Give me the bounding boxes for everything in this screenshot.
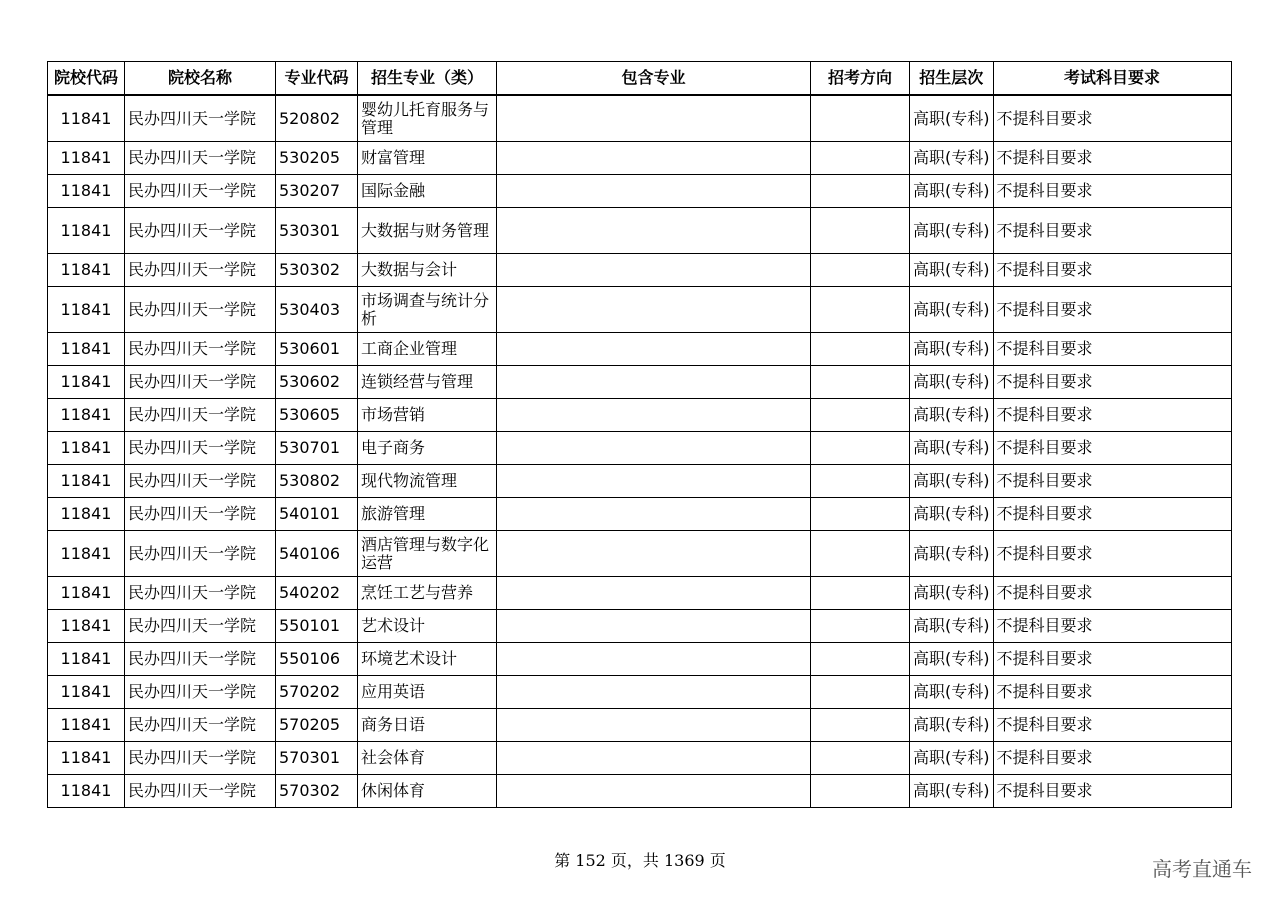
included-majors-cell [497,399,811,432]
major-cell: 艺术设计 [358,610,497,643]
school-name-cell: 民办四川天一学院 [125,709,276,742]
major-cell: 旅游管理 [358,498,497,531]
direction-cell [811,498,910,531]
requirement-cell: 不提科目要求 [993,577,1231,610]
major-code-cell: 520802 [276,95,358,142]
level-cell: 高职(专科) [910,432,994,465]
school-code-cell: 11841 [48,676,125,709]
major-cell: 大数据与财务管理 [358,208,497,254]
table-row [48,610,1232,643]
major-cell: 电子商务 [358,432,497,465]
major-cell: 连锁经营与管理 [358,366,497,399]
included-majors-cell [497,775,811,808]
level-cell: 高职(专科) [910,709,994,742]
school-code-cell: 11841 [48,709,125,742]
included-majors-cell [497,577,811,610]
major-cell: 应用英语 [358,676,497,709]
requirement-cell: 不提科目要求 [993,465,1231,498]
level-cell: 高职(专科) [910,287,994,333]
table-row [48,208,1232,254]
school-code-cell: 11841 [48,208,125,254]
table-row [48,95,1232,142]
requirement-cell: 不提科目要求 [993,254,1231,287]
table-row [48,498,1232,531]
major-cell: 市场营销 [358,399,497,432]
school-name-cell: 民办四川天一学院 [125,254,276,287]
direction-cell [811,676,910,709]
major-code-cell: 530802 [276,465,358,498]
included-majors-cell [497,465,811,498]
table-row [48,676,1232,709]
major-cell: 现代物流管理 [358,465,497,498]
level-cell: 高职(专科) [910,643,994,676]
requirement-cell: 不提科目要求 [993,775,1231,808]
school-name-cell: 民办四川天一学院 [125,775,276,808]
table-row [48,577,1232,610]
included-majors-cell [497,175,811,208]
direction-cell [811,142,910,175]
table-row [48,775,1232,808]
school-code-cell: 11841 [48,333,125,366]
school-name-cell: 民办四川天一学院 [125,742,276,775]
level-cell: 高职(专科) [910,333,994,366]
major-code-cell: 530403 [276,287,358,333]
level-cell: 高职(专科) [910,676,994,709]
direction-cell [811,577,910,610]
direction-cell [811,208,910,254]
school-code-cell: 11841 [48,366,125,399]
direction-cell [811,531,910,577]
included-majors-cell [497,498,811,531]
school-code-cell: 11841 [48,175,125,208]
included-majors-cell [497,709,811,742]
major-code-cell: 530302 [276,254,358,287]
table-row [48,432,1232,465]
level-cell: 高职(专科) [910,775,994,808]
level-cell: 高职(专科) [910,465,994,498]
included-majors-cell [497,142,811,175]
school-code-cell: 11841 [48,254,125,287]
table-row [48,742,1232,775]
school-name-cell: 民办四川天一学院 [125,610,276,643]
requirement-cell: 不提科目要求 [993,709,1231,742]
table-row [48,399,1232,432]
direction-cell [811,610,910,643]
table-row [48,142,1232,175]
level-cell: 高职(专科) [910,175,994,208]
direction-cell [811,175,910,208]
level-cell: 高职(专科) [910,498,994,531]
table-row [48,531,1232,577]
school-code-cell: 11841 [48,610,125,643]
level-cell: 高职(专科) [910,142,994,175]
school-name-cell: 民办四川天一学院 [125,531,276,577]
major-code-cell: 530605 [276,399,358,432]
school-code-cell: 11841 [48,498,125,531]
school-code-cell: 11841 [48,643,125,676]
major-cell: 休闲体育 [358,775,497,808]
level-cell: 高职(专科) [910,208,994,254]
major-code-cell: 530701 [276,432,358,465]
included-majors-cell [497,432,811,465]
direction-cell [811,432,910,465]
school-name-cell: 民办四川天一学院 [125,676,276,709]
level-cell: 高职(专科) [910,610,994,643]
included-majors-cell [497,610,811,643]
included-majors-cell [497,676,811,709]
major-cell: 国际金融 [358,175,497,208]
header-major-code: 专业代码 [276,62,358,96]
table-row [48,287,1232,333]
requirement-cell: 不提科目要求 [993,175,1231,208]
requirement-cell: 不提科目要求 [993,333,1231,366]
school-code-cell: 11841 [48,775,125,808]
header-included-majors: 包含专业 [497,62,811,96]
requirement-cell: 不提科目要求 [993,287,1231,333]
requirement-cell: 不提科目要求 [993,432,1231,465]
direction-cell [811,465,910,498]
major-code-cell: 540202 [276,577,358,610]
school-code-cell: 11841 [48,742,125,775]
school-code-cell: 11841 [48,432,125,465]
requirement-cell: 不提科目要求 [993,399,1231,432]
major-code-cell: 530602 [276,366,358,399]
included-majors-cell [497,254,811,287]
major-cell: 工商企业管理 [358,333,497,366]
direction-cell [811,742,910,775]
requirement-cell: 不提科目要求 [993,531,1231,577]
level-cell: 高职(专科) [910,531,994,577]
header-school-code: 院校代码 [48,62,125,96]
requirement-cell: 不提科目要求 [993,643,1231,676]
major-code-cell: 530601 [276,333,358,366]
table-row [48,465,1232,498]
included-majors-cell [497,643,811,676]
major-code-cell: 530205 [276,142,358,175]
table-row [48,366,1232,399]
requirement-cell: 不提科目要求 [993,742,1231,775]
requirement-cell: 不提科目要求 [993,208,1231,254]
school-name-cell: 民办四川天一学院 [125,208,276,254]
major-code-cell: 550101 [276,610,358,643]
table-row [48,175,1232,208]
school-name-cell: 民办四川天一学院 [125,333,276,366]
school-code-cell: 11841 [48,465,125,498]
school-name-cell: 民办四川天一学院 [125,577,276,610]
header-direction: 招考方向 [811,62,910,96]
watermark-text: 高考直通车 [1152,857,1252,881]
included-majors-cell [497,366,811,399]
major-code-cell: 570202 [276,676,358,709]
included-majors-cell [497,95,811,142]
header-requirement: 考试科目要求 [993,62,1231,96]
school-code-cell: 11841 [48,142,125,175]
major-code-cell: 530301 [276,208,358,254]
school-name-cell: 民办四川天一学院 [125,142,276,175]
enrollment-table [47,61,1232,808]
major-code-cell: 570205 [276,709,358,742]
school-name-cell: 民办四川天一学院 [125,366,276,399]
school-code-cell: 11841 [48,399,125,432]
table-row [48,709,1232,742]
level-cell: 高职(专科) [910,399,994,432]
included-majors-cell [497,531,811,577]
table-row [48,254,1232,287]
school-name-cell: 民办四川天一学院 [125,175,276,208]
requirement-cell: 不提科目要求 [993,95,1231,142]
school-name-cell: 民办四川天一学院 [125,498,276,531]
major-cell: 烹饪工艺与营养 [358,577,497,610]
major-cell: 财富管理 [358,142,497,175]
requirement-cell: 不提科目要求 [993,142,1231,175]
requirement-cell: 不提科目要求 [993,676,1231,709]
school-name-cell: 民办四川天一学院 [125,287,276,333]
major-cell: 婴幼儿托育服务与管理 [358,95,497,142]
major-cell: 社会体育 [358,742,497,775]
header-level: 招生层次 [910,62,994,96]
direction-cell [811,643,910,676]
table-row [48,643,1232,676]
header-row [48,62,1232,96]
direction-cell [811,775,910,808]
level-cell: 高职(专科) [910,742,994,775]
level-cell: 高职(专科) [910,254,994,287]
major-cell: 酒店管理与数字化运营 [358,531,497,577]
direction-cell [811,709,910,742]
major-code-cell: 540101 [276,498,358,531]
level-cell: 高职(专科) [910,366,994,399]
major-code-cell: 550106 [276,643,358,676]
direction-cell [811,399,910,432]
major-code-cell: 570302 [276,775,358,808]
requirement-cell: 不提科目要求 [993,498,1231,531]
school-code-cell: 11841 [48,287,125,333]
direction-cell [811,333,910,366]
major-code-cell: 540106 [276,531,358,577]
level-cell: 高职(专科) [910,577,994,610]
school-name-cell: 民办四川天一学院 [125,643,276,676]
direction-cell [811,287,910,333]
major-cell: 大数据与会计 [358,254,497,287]
direction-cell [811,95,910,142]
header-major: 招生专业（类） [358,62,497,96]
school-code-cell: 11841 [48,95,125,142]
major-code-cell: 530207 [276,175,358,208]
requirement-cell: 不提科目要求 [993,610,1231,643]
school-name-cell: 民办四川天一学院 [125,95,276,142]
direction-cell [811,366,910,399]
school-name-cell: 民办四川天一学院 [125,432,276,465]
included-majors-cell [497,287,811,333]
school-code-cell: 11841 [48,577,125,610]
level-cell: 高职(专科) [910,95,994,142]
major-cell: 商务日语 [358,709,497,742]
included-majors-cell [497,742,811,775]
page-number: 第 152 页，共 1369 页 [554,851,726,870]
direction-cell [811,254,910,287]
school-name-cell: 民办四川天一学院 [125,465,276,498]
major-cell: 市场调查与统计分析 [358,287,497,333]
school-name-cell: 民办四川天一学院 [125,399,276,432]
school-code-cell: 11841 [48,531,125,577]
table-row [48,333,1232,366]
major-cell: 环境艺术设计 [358,643,497,676]
major-code-cell: 570301 [276,742,358,775]
included-majors-cell [497,208,811,254]
header-school-name: 院校名称 [125,62,276,96]
included-majors-cell [497,333,811,366]
requirement-cell: 不提科目要求 [993,366,1231,399]
